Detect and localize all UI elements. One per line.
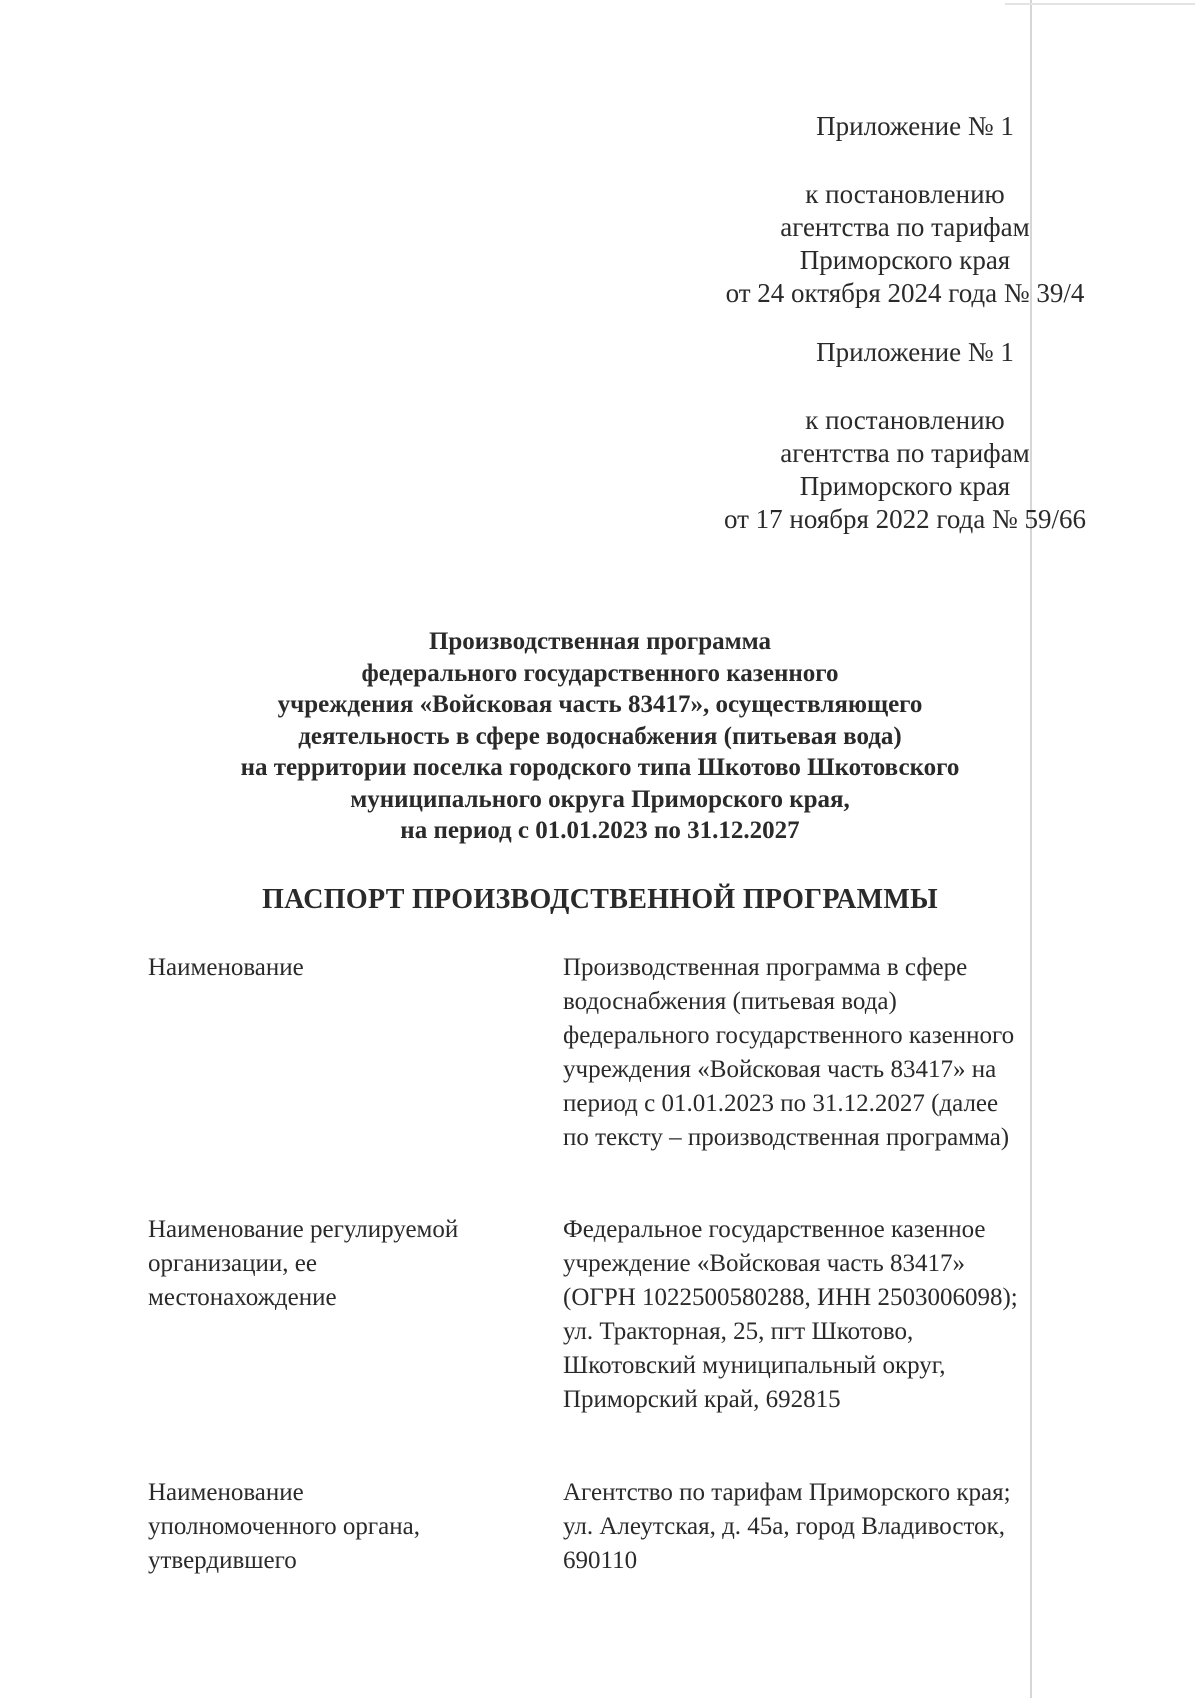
decree-line: Приморского края xyxy=(799,471,1011,501)
title-line: деятельность в сфере водоснабжения (питьевая вода) xyxy=(298,722,902,750)
appendix-label-current: Приложение № 1 xyxy=(816,111,1014,141)
title-line: Производственная программа xyxy=(428,628,772,655)
scan-artifact-top xyxy=(1005,3,1195,5)
title-line: на территории поселка городского типа Шкотово Шкотовского xyxy=(240,754,960,781)
title-line: федерального государственного казенного xyxy=(361,659,839,687)
row-label: Наименование регулируемой организации, ее местонахождение xyxy=(148,1216,459,1311)
appendix-label-previous: Приложение № 1 xyxy=(816,337,1014,367)
row-value: Производственная программа в сфере водоснабжения (питьевая вода) федерального государственного казенного учреждения «Войсковая часть 83417» на период с 01.01.2023 по 31.12.2027 (далее по тексту – производственная программа) xyxy=(563,954,1015,1151)
document-title xyxy=(170,626,1030,847)
row-label: Наименование уполномоченного органа, утвердившего xyxy=(148,1479,420,1574)
title-line: учреждения «Войсковая часть 83417», осуществляющего xyxy=(277,691,923,718)
row-label: Наименование xyxy=(148,954,304,981)
row-value: Федеральное государственное казенное учреждение «Войсковая часть 83417» (ОГРН 1022500580288, ИНН 2503006098); ул. Тракторная, 25, пгт Шкотово, Шкотовский муниципальный округ, Приморский край, 692815 xyxy=(563,1216,1018,1413)
decree-line: от 17 ноября 2022 года № 59/66 xyxy=(723,504,1087,534)
decree-line: Приморского края xyxy=(799,245,1011,275)
title-line: на период с 01.01.2023 по 31.12.2027 xyxy=(400,817,800,844)
decree-reference-previous xyxy=(700,404,1110,536)
decree-line: агентства по тарифам xyxy=(780,212,1030,242)
title-line: муниципального округа Приморского края, xyxy=(350,785,850,813)
decree-line: к постановлению xyxy=(805,179,1005,209)
decree-line: от 24 октября 2024 года № 39/4 xyxy=(725,278,1085,308)
decree-line: агентства по тарифам xyxy=(780,438,1030,468)
decree-line: к постановлению xyxy=(805,405,1005,435)
row-value: Агентство по тарифам Приморского края; ул. Алеутская, д. 45а, город Владивосток, 690110 xyxy=(563,1479,1011,1574)
decree-reference-current xyxy=(700,178,1110,310)
passport-heading: ПАСПОРТ ПРОИЗВОДСТВЕННОЙ ПРОГРАММЫ xyxy=(262,884,938,915)
